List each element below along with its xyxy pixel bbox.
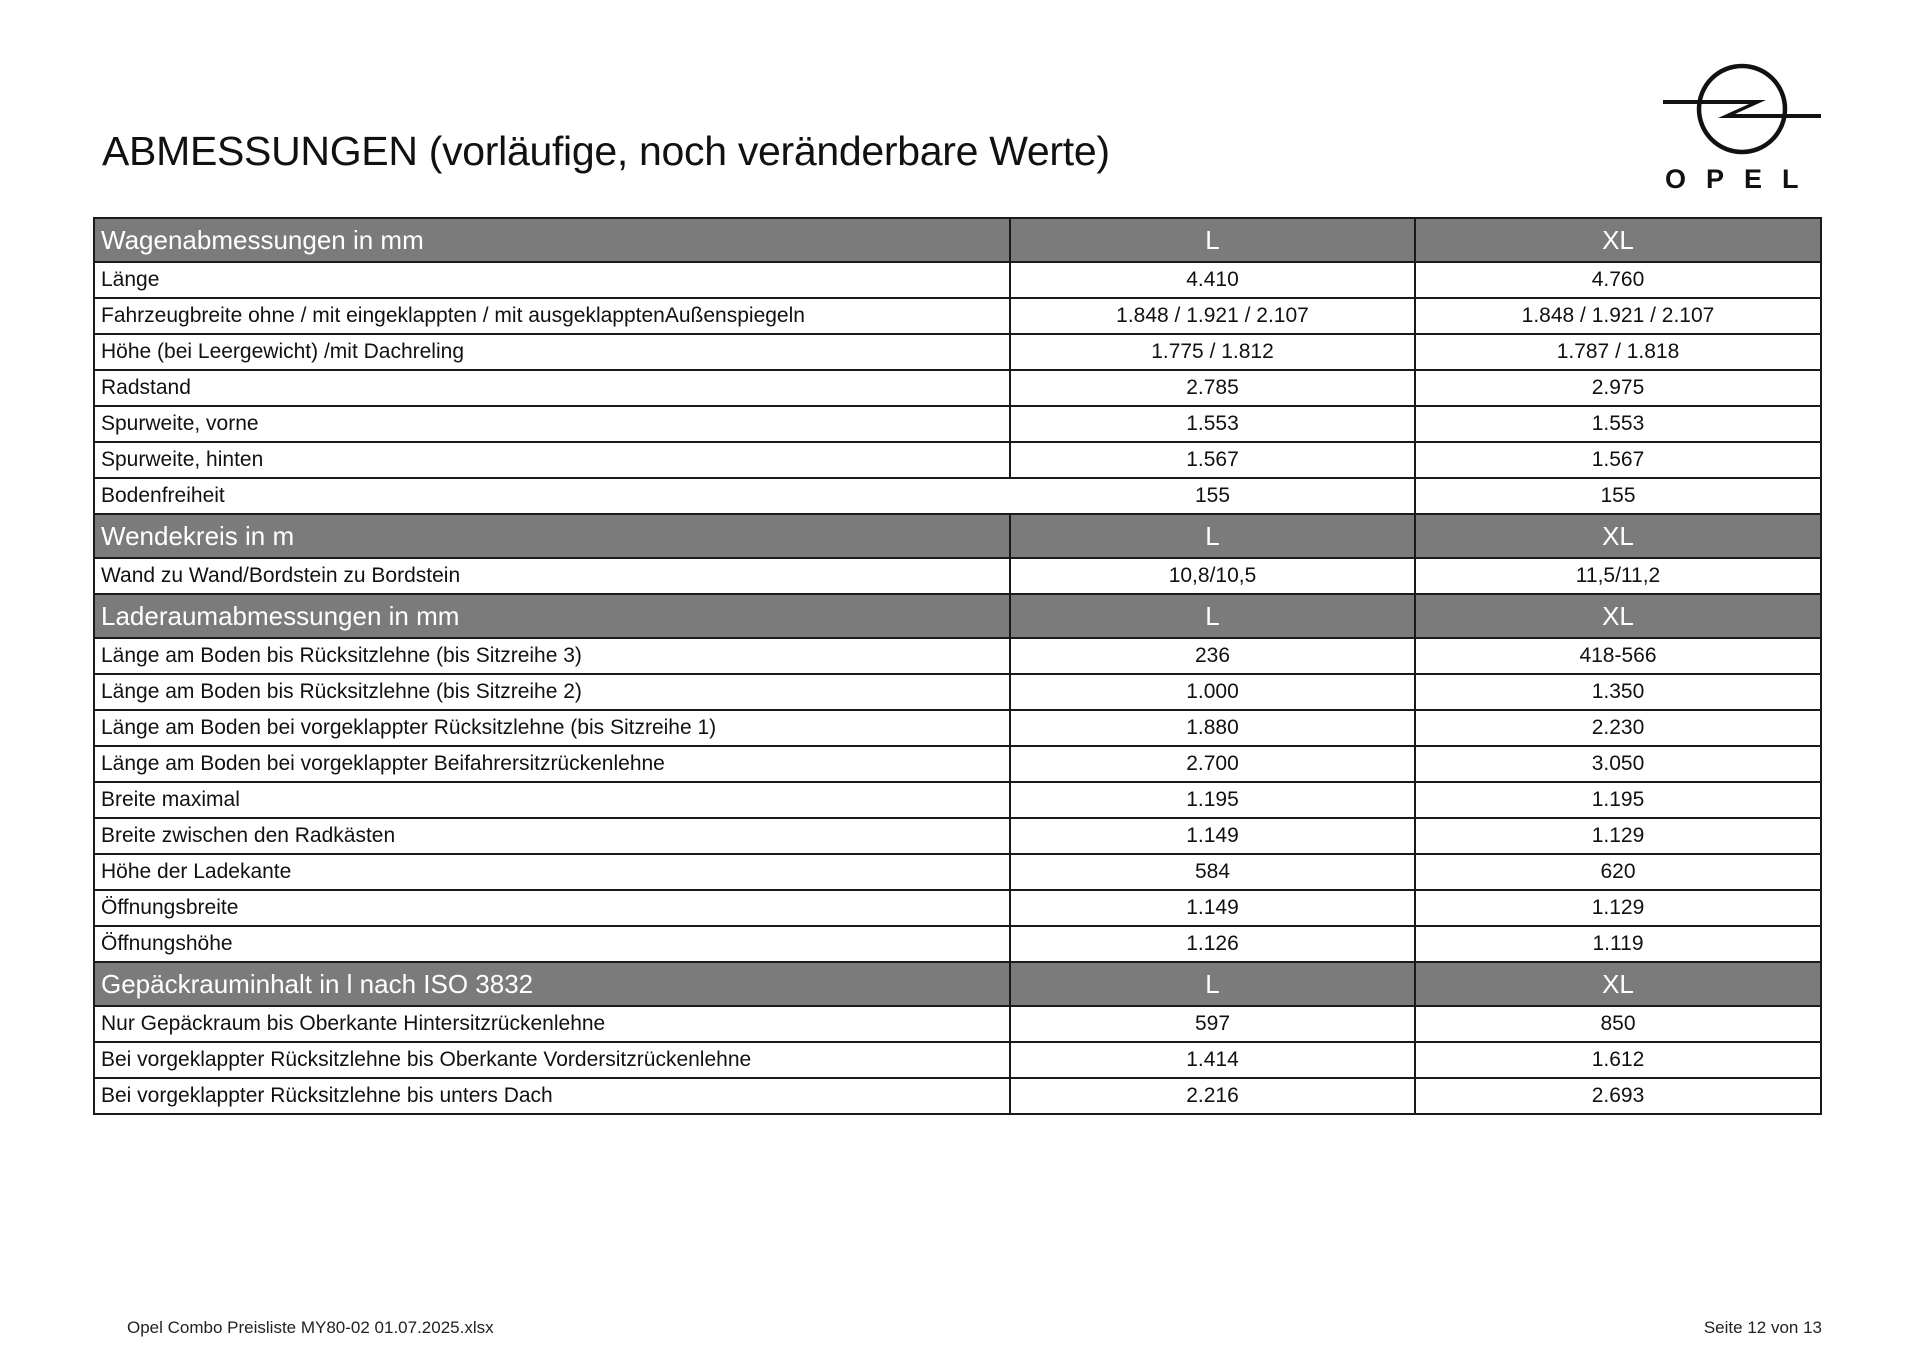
row-label: Länge <box>94 262 1010 298</box>
row-label: Nur Gepäckraum bis Oberkante Hintersitzrückenlehne <box>94 1006 1010 1042</box>
section-header-label: Wendekreis in m <box>94 514 1010 558</box>
row-value-l: 584 <box>1010 854 1415 890</box>
row-value-l: 597 <box>1010 1006 1415 1042</box>
row-label: Öffnungsbreite <box>94 890 1010 926</box>
table-row <box>94 782 1821 818</box>
row-label: Höhe (bei Leergewicht) /mit Dachreling <box>94 334 1010 370</box>
opel-blitz-icon <box>1663 62 1823 162</box>
row-label: Bodenfreiheit <box>94 478 1010 514</box>
row-value-xl: 1.350 <box>1415 674 1821 710</box>
section-header-col-l: L <box>1010 514 1415 558</box>
section-header-col-l: L <box>1010 962 1415 1006</box>
row-value-xl: 2.693 <box>1415 1078 1821 1114</box>
row-label: Öffnungshöhe <box>94 926 1010 962</box>
row-value-xl: 155 <box>1415 478 1821 514</box>
table-row <box>94 854 1821 890</box>
section-header-row <box>94 962 1821 1006</box>
row-label: Fahrzeugbreite ohne / mit eingeklappten / mit ausgeklapptenAußenspiegeln <box>94 298 1010 334</box>
row-value-l: 1.149 <box>1010 818 1415 854</box>
row-value-l: 1.567 <box>1010 442 1415 478</box>
section-header-label: Laderaumabmessungen in mm <box>94 594 1010 638</box>
table-row <box>94 558 1821 594</box>
row-label: Spurweite, hinten <box>94 442 1010 478</box>
section-header-row <box>94 514 1821 558</box>
row-value-l: 236 <box>1010 638 1415 674</box>
opel-logo <box>1663 62 1823 197</box>
row-value-xl: 11,5/11,2 <box>1415 558 1821 594</box>
section-header-label: Wagenabmessungen in mm <box>94 218 1010 262</box>
section-header-col-l: L <box>1010 594 1415 638</box>
row-value-l: 1.126 <box>1010 926 1415 962</box>
section-header-row <box>94 594 1821 638</box>
row-value-l: 1.880 <box>1010 710 1415 746</box>
row-value-l: 2.216 <box>1010 1078 1415 1114</box>
table-row <box>94 1006 1821 1042</box>
row-label: Bei vorgeklappter Rücksitzlehne bis unters Dach <box>94 1078 1010 1114</box>
section-header-col-xl: XL <box>1415 594 1821 638</box>
row-value-xl: 3.050 <box>1415 746 1821 782</box>
table-row <box>94 890 1821 926</box>
row-value-l: 2.785 <box>1010 370 1415 406</box>
row-label: Höhe der Ladekante <box>94 854 1010 890</box>
row-value-l: 1.195 <box>1010 782 1415 818</box>
row-value-xl: 850 <box>1415 1006 1821 1042</box>
row-value-l: 4.410 <box>1010 262 1415 298</box>
row-value-xl: 620 <box>1415 854 1821 890</box>
row-label: Wand zu Wand/Bordstein zu Bordstein <box>94 558 1010 594</box>
row-value-l: 1.848 / 1.921 / 2.107 <box>1010 298 1415 334</box>
table-row <box>94 370 1821 406</box>
row-value-xl: 1.787 / 1.818 <box>1415 334 1821 370</box>
row-label: Länge am Boden bei vorgeklappter Beifahrersitzrückenlehne <box>94 746 1010 782</box>
row-label: Breite maximal <box>94 782 1010 818</box>
table-row <box>94 926 1821 962</box>
table-row <box>94 298 1821 334</box>
row-label: Radstand <box>94 370 1010 406</box>
row-label: Bei vorgeklappter Rücksitzlehne bis Oberkante Vordersitzrückenlehne <box>94 1042 1010 1078</box>
section-header-col-l: L <box>1010 218 1415 262</box>
table-row <box>94 818 1821 854</box>
row-value-xl: 1.612 <box>1415 1042 1821 1078</box>
row-label: Spurweite, vorne <box>94 406 1010 442</box>
row-value-l: 1.553 <box>1010 406 1415 442</box>
table-row <box>94 638 1821 674</box>
section-header-label: Gepäckrauminhalt in l nach ISO 3832 <box>94 962 1010 1006</box>
row-value-xl: 4.760 <box>1415 262 1821 298</box>
table-row <box>94 1042 1821 1078</box>
table-row <box>94 442 1821 478</box>
row-value-l: 1.000 <box>1010 674 1415 710</box>
row-label: Breite zwischen den Radkästen <box>94 818 1010 854</box>
row-label: Länge am Boden bis Rücksitzlehne (bis Sitzreihe 3) <box>94 638 1010 674</box>
row-value-xl: 2.975 <box>1415 370 1821 406</box>
section-header-row <box>94 218 1821 262</box>
row-value-xl: 1.195 <box>1415 782 1821 818</box>
table-row <box>94 746 1821 782</box>
section-header-col-xl: XL <box>1415 218 1821 262</box>
row-value-xl: 1.129 <box>1415 890 1821 926</box>
section-header-col-xl: XL <box>1415 962 1821 1006</box>
logo-wordmark: OPEL <box>1665 164 1819 194</box>
table-row <box>94 1078 1821 1114</box>
footer-page-number: Seite 12 von 13 <box>1703 1318 1822 1337</box>
row-value-xl: 1.119 <box>1415 926 1821 962</box>
row-value-xl: 1.567 <box>1415 442 1821 478</box>
table-row <box>94 674 1821 710</box>
footer-filename: Opel Combo Preisliste MY80-02 01.07.2025.xlsx <box>127 1318 494 1337</box>
row-value-l: 2.700 <box>1010 746 1415 782</box>
row-value-xl: 1.848 / 1.921 / 2.107 <box>1415 298 1821 334</box>
table-row <box>94 478 1821 514</box>
row-value-xl: 2.230 <box>1415 710 1821 746</box>
row-value-xl: 418-566 <box>1415 638 1821 674</box>
row-value-l: 155 <box>1010 478 1415 514</box>
row-value-l: 1.414 <box>1010 1042 1415 1078</box>
table-row <box>94 334 1821 370</box>
row-value-xl: 1.553 <box>1415 406 1821 442</box>
table-row <box>94 262 1821 298</box>
row-label: Länge am Boden bei vorgeklappter Rücksitzlehne (bis Sitzreihe 1) <box>94 710 1010 746</box>
section-header-col-xl: XL <box>1415 514 1821 558</box>
row-value-l: 1.149 <box>1010 890 1415 926</box>
table-row <box>94 406 1821 442</box>
row-value-l: 10,8/10,5 <box>1010 558 1415 594</box>
row-value-xl: 1.129 <box>1415 818 1821 854</box>
table-row <box>94 710 1821 746</box>
page-title: ABMESSUNGEN (vorläufige, noch veränderbare Werte) <box>102 128 1110 174</box>
row-label: Länge am Boden bis Rücksitzlehne (bis Sitzreihe 2) <box>94 674 1010 710</box>
dimensions-table <box>93 217 1822 1115</box>
row-value-l: 1.775 / 1.812 <box>1010 334 1415 370</box>
